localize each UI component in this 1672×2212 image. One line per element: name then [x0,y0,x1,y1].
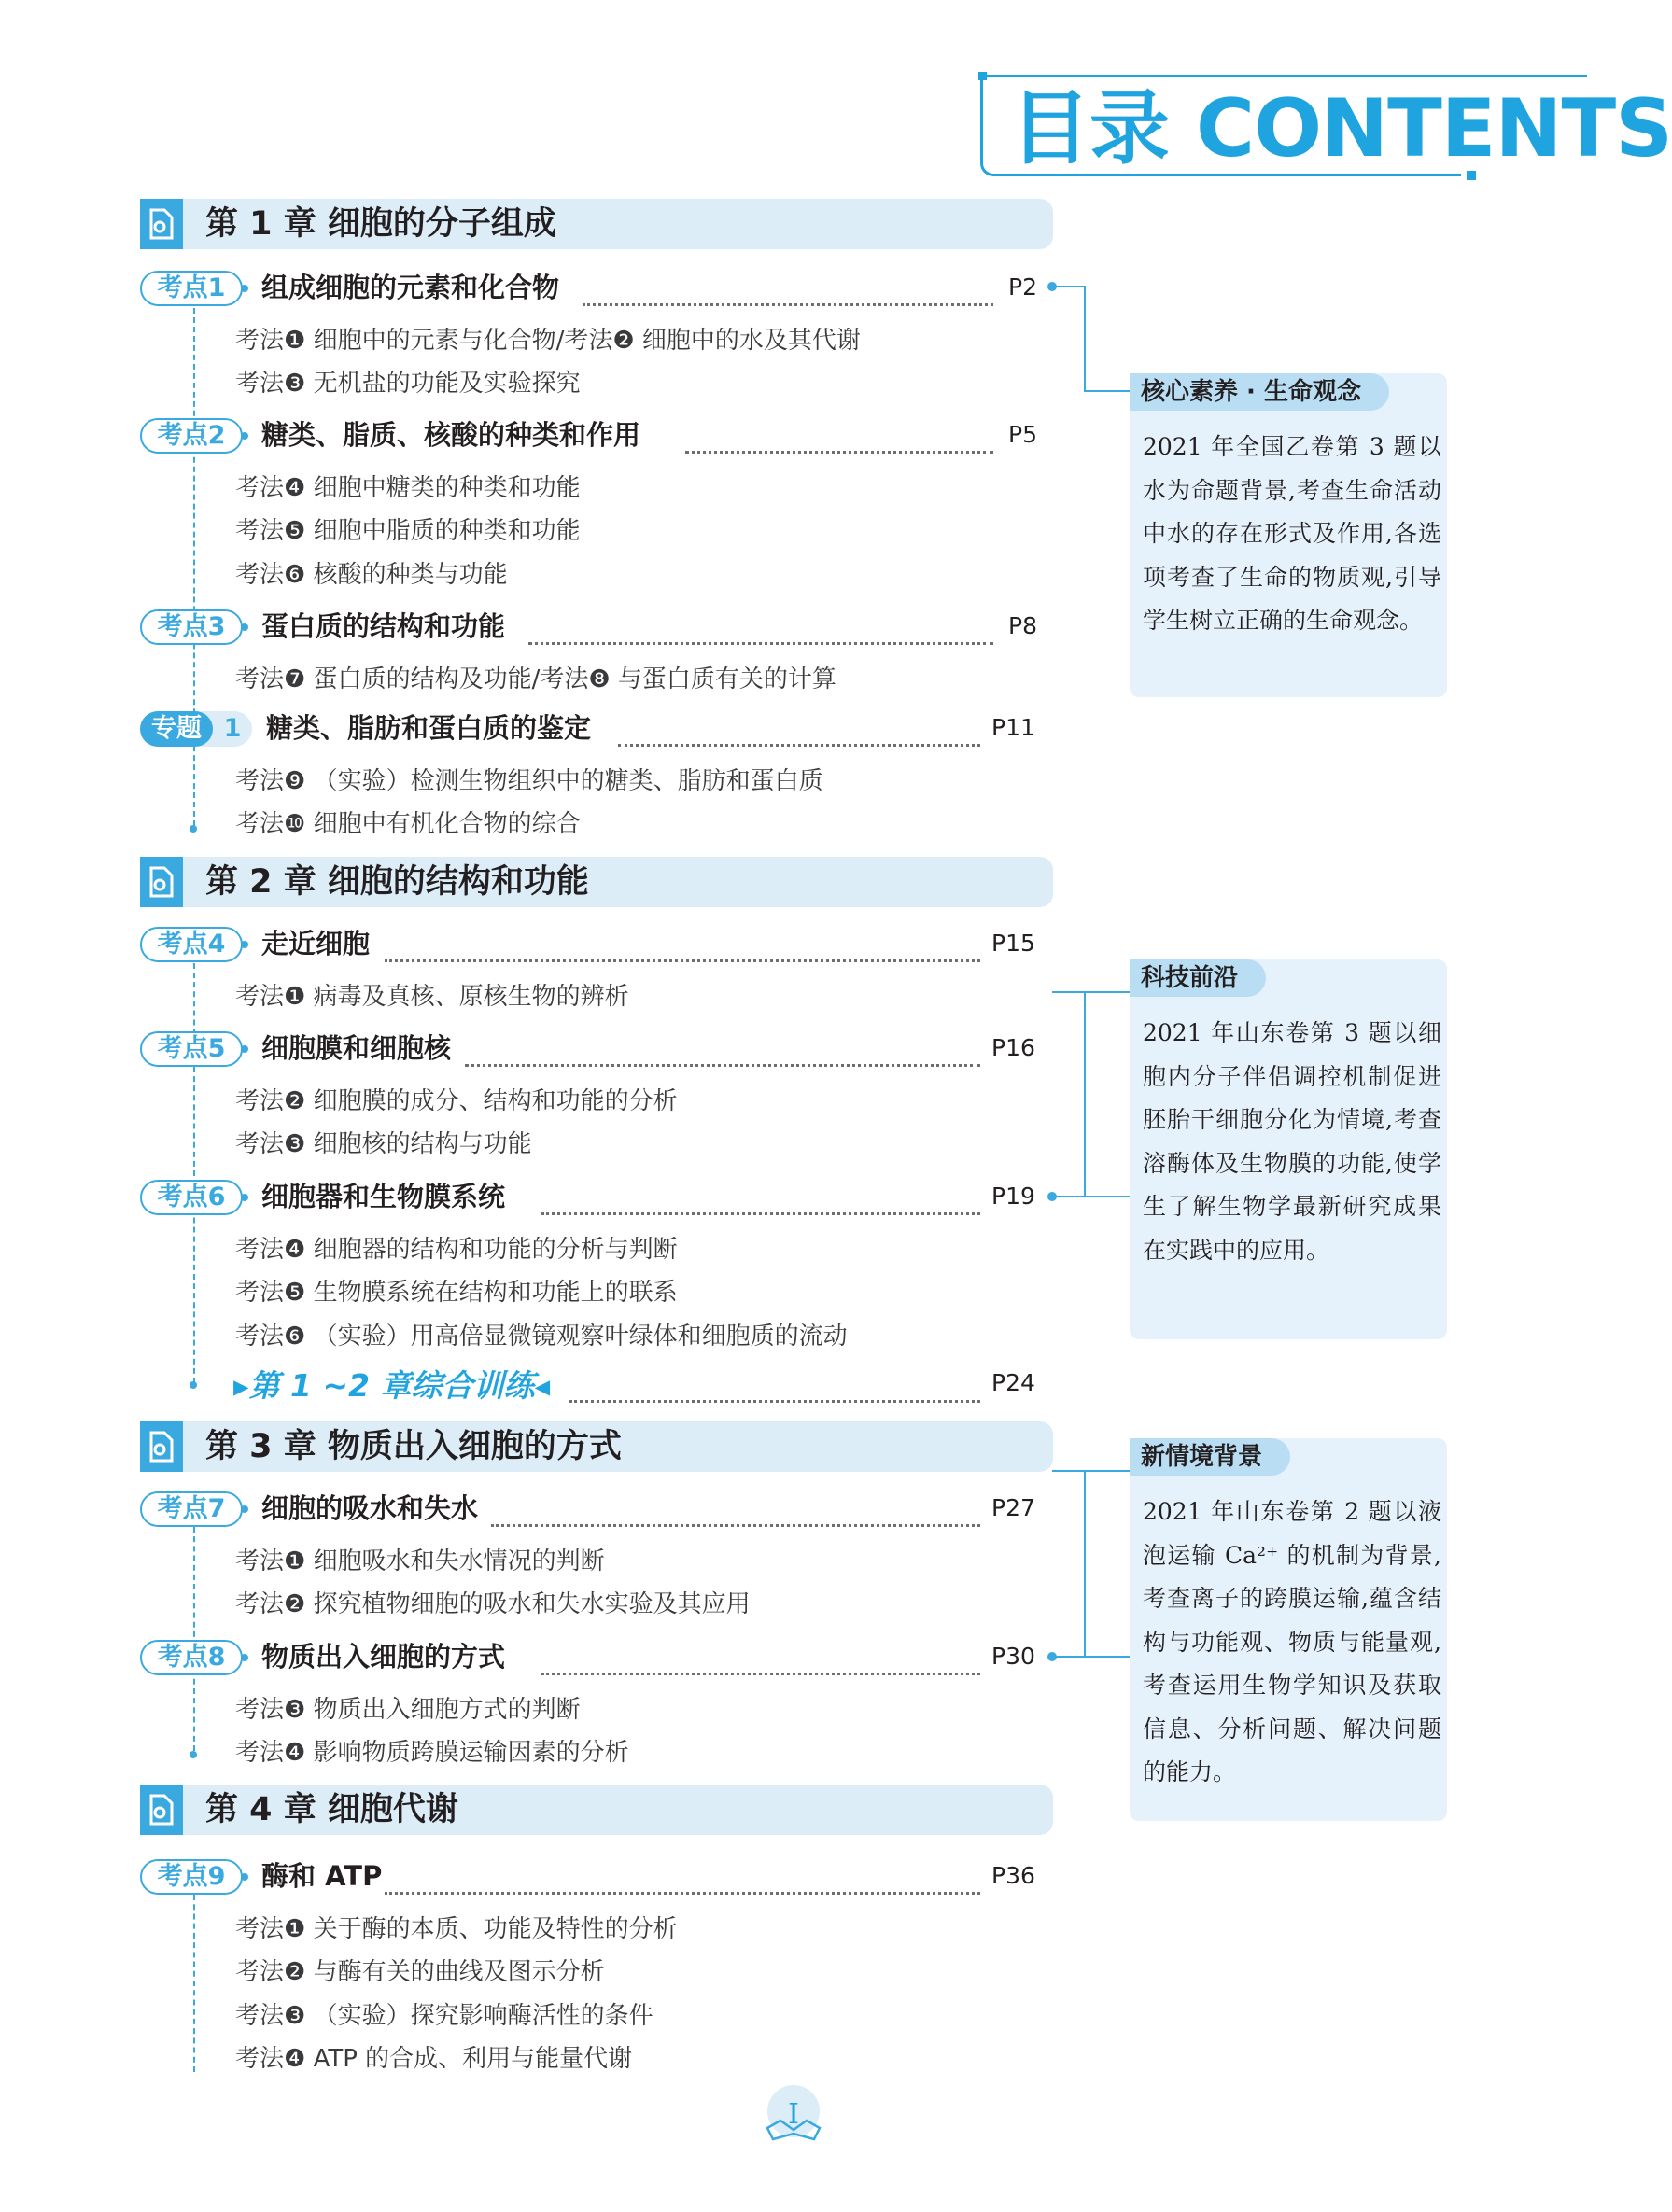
method-line: 考法❿ 细胞中有机化合物的综合 [235,810,581,838]
connector-line [1084,286,1131,392]
connector-line [1052,991,1131,1197]
review-title[interactable]: ▸第 1 ~2 章综合训练◂ [233,1367,551,1404]
topic-title[interactable]: 糖类、脂肪和蛋白质的鉴定 [266,712,592,744]
page-number: I [788,2098,799,2131]
dot-leader [541,1178,980,1215]
chapter-icon [140,1421,183,1472]
chapter-title: 第 4 章 细胞代谢 [205,1791,458,1828]
page-ref[interactable]: P5 [1008,421,1037,448]
topic-badge: 考点3 [140,609,243,645]
topic-title[interactable]: 组成细胞的元素和化合物 [261,272,560,303]
badge-dot [241,1873,248,1881]
special-badge-number: 1 [223,714,242,743]
sidebar-tag: 新情境背景 [1130,1438,1290,1476]
dot-leader [465,1029,980,1067]
topic-badge: 考点5 [140,1031,243,1067]
chapter-bar [140,857,1053,907]
chapter-bar [140,1785,1053,1835]
method-line: 考法❶ 细胞吸水和失水情况的判断 [235,1547,605,1575]
dot-leader [569,1365,980,1403]
method-line: 考法❺ 细胞中脂质的种类和功能 [235,517,581,545]
chapter-title: 第 3 章 物质出入细胞的方式 [205,1428,622,1465]
topic-title[interactable]: 蛋白质的结构和功能 [261,610,506,642]
guide-line [193,1527,195,1751]
topic-title[interactable]: 糖类、脂质、核酸的种类和作用 [261,419,641,451]
sidebar-text: 2021 年全国乙卷第 3 题以水为命题背景,考查生命活动中水的存在形式及作用,各选项考查了生命的物质观,引导学生树立正确的生命观念。 [1143,433,1441,634]
guide-line [193,308,195,826]
dot-leader [528,608,993,645]
topic-title[interactable]: 细胞膜和细胞核 [261,1032,452,1064]
guide-dot [190,1751,197,1758]
method-line: 考法❹ 影响物质跨膜运输因素的分析 [235,1739,629,1767]
page-ref[interactable]: P30 [991,1643,1035,1670]
chapter-icon [140,857,183,907]
badge-dot [241,941,248,948]
chapter-title: 第 2 章 细胞的结构和功能 [205,863,589,901]
method-line: 考法❸ 物质出入细胞方式的判断 [235,1696,581,1724]
method-line: 考法❶ 细胞中的元素与化合物/考法❷ 细胞中的水及其代谢 [235,327,861,355]
badge-dot [241,623,248,631]
chapter-bar [140,1421,1053,1472]
method-line: 考法❹ 细胞中糖类的种类和功能 [235,474,581,502]
method-line: 考法❻ （实验）用高倍显微镜观察叶绿体和细胞质的流动 [235,1323,848,1351]
sidebar-box [1130,373,1447,697]
method-line: 考法❺ 生物膜系统在结构和功能上的联系 [235,1279,678,1307]
connector-line [1084,1470,1086,1658]
page-ref[interactable]: P2 [1008,273,1037,301]
sidebar-tag: 科技前沿 [1130,959,1266,997]
dot-leader [385,1857,980,1895]
topic-badge: 考点9 [140,1859,243,1895]
topic-title[interactable]: 物质出入细胞的方式 [261,1641,506,1673]
topic-title[interactable]: 细胞的吸水和失水 [261,1492,479,1524]
topic-title[interactable]: 走近细胞 [261,928,371,959]
method-line: 考法❼ 蛋白质的结构及功能/考法❽ 与蛋白质有关的计算 [235,665,836,693]
guide-dot [190,1381,197,1389]
method-line: 考法❸ 细胞核的结构与功能 [235,1130,532,1158]
page-ref[interactable]: P24 [991,1369,1035,1396]
badge-dot [241,432,248,440]
topic-badge: 考点8 [140,1640,243,1675]
method-line: 考法❹ ATP 的合成、利用与能量代谢 [235,2045,633,2073]
method-line: 考法❾ （实验）检测生物组织中的糖类、脂肪和蛋白质 [235,767,823,795]
badge-dot [241,1654,248,1661]
page-ref[interactable]: P27 [991,1494,1035,1521]
method-line: 考法❸ （实验）探究影响酶活性的条件 [235,2002,653,2030]
badge-dot [241,1045,248,1053]
chapter-bar [140,199,1053,249]
method-line: 考法❷ 与酶有关的曲线及图示分析 [235,1958,605,1986]
topic-badge: 考点2 [140,418,243,454]
badge-dot [241,1505,248,1513]
method-line: 考法❹ 细胞器的结构和功能的分析与判断 [235,1236,678,1264]
topic-badge: 考点7 [140,1491,243,1527]
method-line: 考法❷ 探究植物细胞的吸水和失水实验及其应用 [235,1590,751,1618]
badge-dot [241,285,248,292]
page-ref[interactable]: P8 [1008,612,1037,639]
method-line: 考法❷ 细胞膜的成分、结构和功能的分析 [235,1087,678,1115]
topic-badge: 考点6 [140,1180,243,1215]
topic-title[interactable]: 酶和 ATP [261,1860,383,1892]
connector-line [1052,1470,1131,1658]
sidebar-text: 2021 年山东卷第 3 题以细胞内分子伴侣调控机制促进胚胎干细胞分化为情境,考查溶酶体及生物膜的功能,使学生了解生物学最新研究成果在实践中的应用。 [1143,1019,1441,1264]
guide-line [193,963,195,1383]
connector-line [1052,286,1086,287]
method-line: 考法❸ 无机盐的功能及实验探究 [235,370,581,398]
guide-line [193,1895,195,2072]
sidebar-box [1130,1438,1447,1821]
chapter-icon [140,199,183,249]
dot-leader [583,269,993,306]
page-ref[interactable]: P16 [991,1034,1035,1061]
dot-leader [618,709,980,747]
topic-title[interactable]: 细胞器和生物膜系统 [261,1181,506,1212]
page-ref[interactable]: P19 [991,1183,1035,1210]
sidebar-text: 2021 年山东卷第 2 题以液泡运输 Ca²⁺ 的机制为背景,考查离子的跨膜运输,蕴含结构与功能观、物质与能量观,考查运用生物学知识及获取信息、分析问题、解决问题的能力。 [1143,1498,1441,1785]
guide-dot [190,825,197,833]
page-ref[interactable]: P36 [991,1862,1035,1889]
dot-leader [491,1490,980,1527]
chapter-title: 第 1 章 细胞的分子组成 [205,205,556,243]
sidebar-box [1130,959,1447,1339]
special-badge [140,711,252,747]
badge-dot [241,1194,248,1201]
dot-leader [541,1638,980,1675]
dot-leader [385,925,980,962]
special-badge-label: 专题 [140,711,213,747]
page-ref[interactable]: P11 [991,714,1035,741]
connector-line [1084,991,1086,1197]
method-line: 考法❻ 核酸的种类与功能 [235,561,508,589]
method-line: 考法❶ 关于酶的本质、功能及特性的分析 [235,1915,678,1943]
chapter-icon [140,1785,183,1835]
sidebar-tag: 核心素养 · 生命观念 [1130,373,1389,411]
topic-badge: 考点1 [140,271,243,306]
page-ref[interactable]: P15 [991,930,1035,957]
dot-leader [685,416,993,454]
method-line: 考法❶ 病毒及真核、原核生物的辨析 [235,983,629,1011]
topic-badge: 考点4 [140,927,243,962]
page-title: 目录 CONTENTS [1010,82,1672,175]
